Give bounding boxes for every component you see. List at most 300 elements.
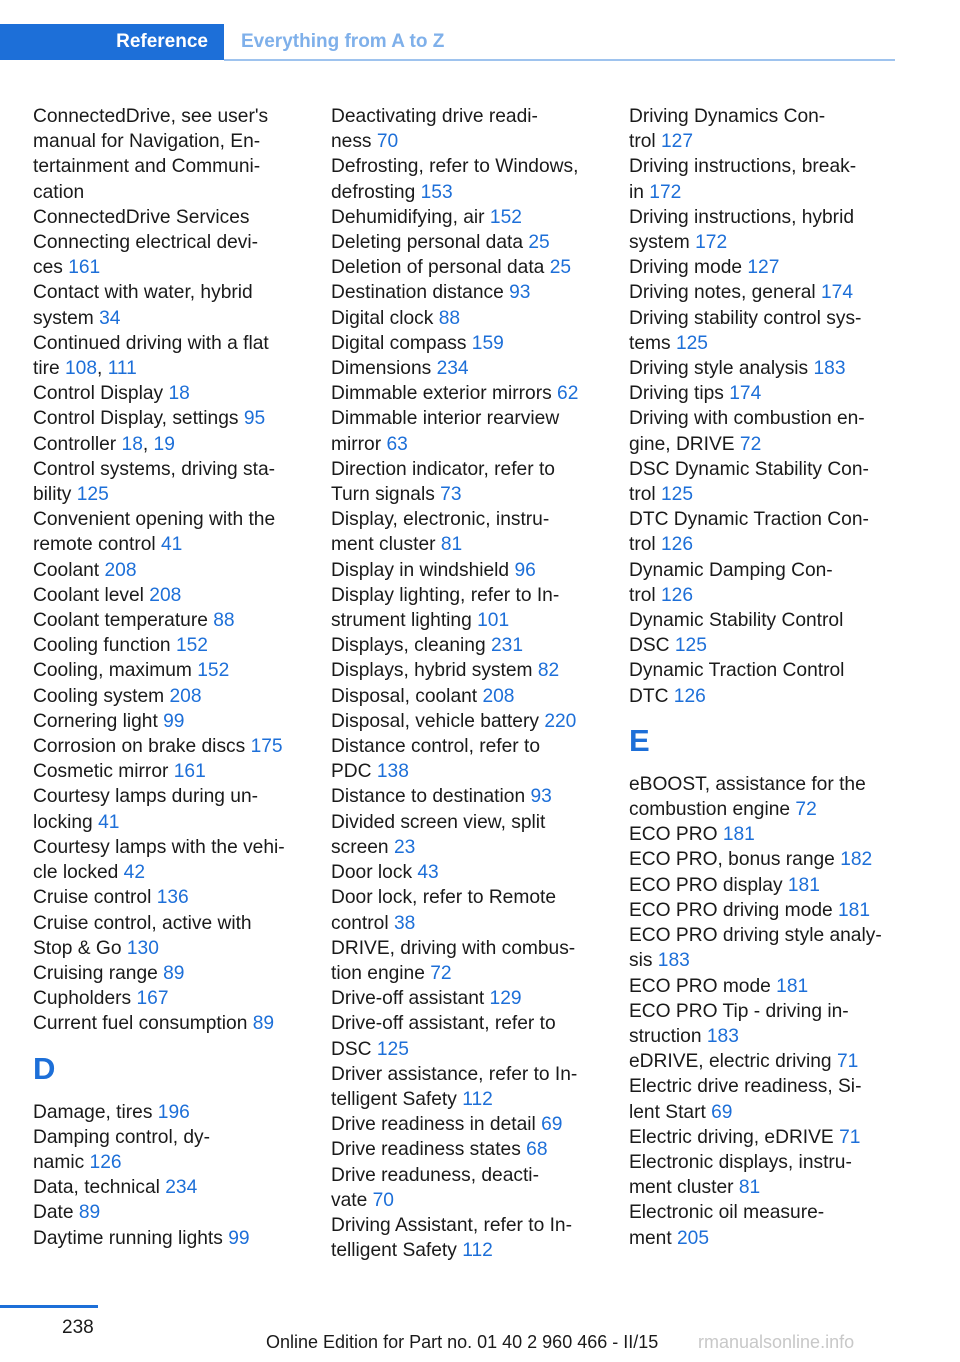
page-reference-link[interactable]: 81 — [440, 534, 463, 556]
index-entry — [33, 608, 323, 633]
index-entry — [629, 822, 919, 847]
page-reference-link[interactable]: 181 — [787, 874, 820, 896]
index-entry-text: Deactivating drive readi- — [331, 106, 538, 127]
page-reference-link[interactable]: 95 — [243, 408, 266, 430]
index-entry — [331, 658, 621, 683]
page-reference-link[interactable]: 125 — [675, 332, 708, 354]
index-entry — [629, 507, 919, 557]
page-reference-link[interactable]: 174 — [821, 282, 854, 304]
index-entry-text — [629, 847, 919, 872]
index-entry-text — [33, 936, 323, 961]
page-reference-link[interactable]: 72 — [739, 433, 762, 455]
index-entry — [331, 1011, 621, 1061]
index-entry-text: cation — [33, 181, 85, 203]
index-entry — [33, 684, 323, 709]
entry-term: Stop & Go — [33, 937, 122, 959]
page-reference-link[interactable]: 181 — [838, 899, 871, 921]
index-entry — [331, 936, 621, 986]
index-entry-text — [33, 406, 323, 431]
page-reference-link[interactable]: 126 — [89, 1151, 122, 1173]
page-reference-link[interactable]: 153 — [420, 181, 453, 203]
index-entry — [331, 306, 621, 331]
entry-term: Digital compass — [331, 332, 467, 354]
index-entry — [33, 784, 323, 834]
page-reference-link[interactable]: 93 — [530, 786, 552, 808]
index-entry-text — [331, 1112, 621, 1137]
page-reference-link[interactable]: 112 — [462, 1088, 493, 1110]
page-reference-link[interactable]: 19 — [153, 433, 175, 455]
index-entry — [629, 104, 919, 154]
index-entry-text: Dynamic Traction Control — [629, 660, 845, 682]
entry-term: system — [629, 232, 690, 254]
index-entry-text — [33, 658, 323, 683]
index-entry-text — [33, 608, 323, 633]
edition-note: Online Edition for Part no. 01 40 2 960 466 - II/15 — [266, 1332, 659, 1352]
page-reference-link[interactable]: 182 — [840, 849, 873, 871]
page-reference-link[interactable]: 63 — [386, 433, 408, 455]
entry-term: Coolant — [33, 559, 100, 581]
index-entry-text: Drive-off assistant, refer to — [331, 1013, 556, 1035]
page-reference-link[interactable]: 69 — [711, 1101, 733, 1123]
entry-term: Damage, tires — [33, 1101, 153, 1123]
page-reference-link[interactable]: 108 — [65, 358, 98, 380]
index-entry-text: Courtesy lamps during un- — [33, 786, 259, 808]
page-reference-link[interactable]: 181 — [722, 824, 755, 846]
page-reference-link[interactable]: 111 — [107, 358, 137, 380]
index-entry — [331, 507, 621, 557]
entry-term: Coolant temperature — [33, 610, 208, 632]
index-entry — [331, 280, 621, 305]
index-entry-text: ConnectedDrive Services — [33, 206, 250, 228]
index-entry-text — [331, 230, 621, 255]
page-reference-link[interactable]: 152 — [197, 660, 230, 682]
index-entry-text — [331, 381, 621, 406]
index-entry-text — [33, 1100, 323, 1125]
index-entry — [331, 860, 621, 885]
entry-term: Controller — [33, 433, 117, 455]
index-entry-text: Dynamic Damping Con- — [629, 559, 833, 581]
page-reference-link[interactable]: 88 — [213, 610, 235, 632]
index-entry — [33, 280, 323, 330]
index-entry — [629, 923, 919, 973]
index-entry — [33, 1100, 323, 1125]
page-reference-link[interactable]: 183 — [657, 950, 690, 972]
index-entry — [629, 255, 919, 280]
entry-term: system — [33, 307, 94, 329]
index-entry-text: ECO PRO Tip - driving in- — [629, 1000, 849, 1022]
page-reference-link[interactable]: 175 — [250, 736, 283, 758]
entry-term: Drive readiness states — [331, 1139, 521, 1161]
page-reference-link[interactable]: 125 — [674, 635, 707, 657]
entry-term: Date — [33, 1202, 74, 1224]
page-reference-link[interactable]: 93 — [509, 282, 531, 304]
page-reference-link[interactable]: 125 — [376, 1038, 409, 1060]
index-entry — [33, 1125, 323, 1175]
entry-term: combustion engine — [629, 799, 791, 821]
index-entry-text — [33, 684, 323, 709]
entry-term: Driving tips — [629, 383, 724, 405]
entry-term: ment cluster — [629, 1177, 734, 1199]
page-reference-link[interactable]: 72 — [795, 799, 817, 821]
index-entry — [331, 381, 621, 406]
entry-term: Current fuel consumption — [33, 1013, 248, 1035]
index-entry-text: Dimmable interior rearview — [331, 408, 560, 430]
page-header — [0, 24, 895, 62]
index-entry-text — [629, 873, 919, 898]
page-reference-link[interactable]: 69 — [541, 1114, 563, 1136]
index-entry-text — [331, 684, 621, 709]
index-entry-text — [33, 558, 323, 583]
page-reference-link[interactable]: 38 — [393, 912, 416, 934]
entry-term: in — [629, 181, 644, 203]
entry-term: Control Display — [33, 383, 164, 405]
entry-term: DTC — [629, 685, 669, 707]
page-reference-link[interactable]: 159 — [471, 332, 504, 354]
index-entry — [33, 885, 323, 910]
page-reference-link[interactable]: 82 — [537, 660, 560, 682]
page-reference-link[interactable]: 125 — [661, 484, 694, 506]
index-entry-text — [629, 797, 919, 822]
index-entry-text — [629, 1100, 919, 1125]
index-entry — [331, 230, 621, 255]
index-entry-text — [331, 835, 621, 860]
index-entry-text — [629, 684, 919, 709]
page-reference-link[interactable]: 71 — [839, 1126, 861, 1148]
index-entry-text: Controller 18, 19 — [33, 433, 175, 455]
index-entry-text — [629, 633, 919, 658]
page-reference-link[interactable]: 138 — [376, 761, 409, 783]
entry-term: mirror — [331, 433, 382, 455]
index-entry — [33, 205, 323, 230]
index-entry — [629, 608, 919, 658]
page-reference-link[interactable]: 126 — [661, 534, 694, 556]
index-entry — [33, 911, 323, 961]
entry-term: Data, technical — [33, 1177, 160, 1199]
entry-term: tems — [629, 332, 671, 354]
page-reference-link[interactable]: 99 — [163, 710, 185, 732]
entry-term: ces — [33, 257, 63, 279]
index-entry-text — [331, 306, 621, 331]
page-reference-link[interactable]: 136 — [156, 887, 189, 909]
index-entry — [629, 658, 919, 708]
page-reference-link[interactable]: 68 — [526, 1139, 548, 1161]
page-reference-link[interactable]: 220 — [544, 710, 577, 732]
watermark: rmanualsonline.info — [698, 1332, 855, 1352]
entry-term: locking — [33, 811, 93, 833]
index-entry-text — [629, 1175, 919, 1200]
index-entry — [331, 885, 621, 935]
index-entry — [629, 1049, 919, 1074]
page-reference-link[interactable]: 41 — [98, 811, 120, 833]
page-reference-link[interactable]: 234 — [436, 358, 469, 380]
index-entry — [331, 684, 621, 709]
entry-term: control — [331, 912, 389, 934]
index-entry-text — [629, 948, 919, 973]
page-reference-link[interactable]: 99 — [228, 1227, 250, 1249]
page-reference-link[interactable]: 161 — [68, 257, 101, 279]
index-entry-text: Convenient opening with the — [33, 509, 276, 531]
index-entry-text — [629, 482, 919, 507]
index-entry-text — [629, 1226, 919, 1251]
index-entry — [629, 1200, 919, 1250]
page-reference-link[interactable]: 183 — [813, 358, 846, 380]
index-entry-text — [331, 255, 621, 280]
index-entry-text — [629, 255, 919, 280]
index-entry-text — [33, 1200, 323, 1225]
index-entry — [331, 633, 621, 658]
header-rule — [224, 59, 895, 61]
index-entry-text — [33, 986, 323, 1011]
index-entry — [33, 633, 323, 658]
entry-term: ECO PRO — [629, 824, 718, 846]
page-reference-link[interactable]: 234 — [165, 1177, 198, 1199]
index-entry — [629, 873, 919, 898]
index-entry-text — [629, 432, 919, 457]
index-entry-text — [629, 1049, 919, 1074]
index-entry — [331, 154, 621, 204]
page-reference-link[interactable]: 101 — [477, 610, 510, 632]
entry-term: Displays, cleaning — [331, 635, 486, 657]
page-reference-link[interactable]: 127 — [661, 131, 694, 153]
page-reference-link[interactable]: 152 — [489, 206, 522, 228]
index-entry-text — [331, 911, 621, 936]
index-entry-text — [33, 583, 323, 608]
entry-term: Door lock — [331, 862, 413, 884]
index-entry-text — [33, 532, 323, 557]
index-entry — [33, 230, 323, 280]
entry-term: Cornering light — [33, 710, 158, 732]
index-entry-text: Driving with combustion en- — [629, 408, 865, 430]
page-reference-link[interactable]: 172 — [695, 232, 728, 254]
entry-term: bility — [33, 484, 72, 506]
entry-term: Drive-off assistant — [331, 988, 485, 1010]
entry-term: Electric driving, eDRIVE — [629, 1126, 834, 1148]
entry-term: ECO PRO display — [629, 874, 783, 896]
entry-term: eDRIVE, electric driving — [629, 1051, 832, 1073]
entry-term: Daytime running lights — [33, 1227, 223, 1249]
entry-term: vate — [331, 1189, 368, 1211]
index-entry-text — [629, 532, 919, 557]
entry-term: namic — [33, 1151, 85, 1173]
page-reference-link[interactable]: 89 — [163, 962, 185, 984]
page-reference-link[interactable]: 208 — [104, 559, 137, 581]
page-reference-link[interactable]: 73 — [440, 484, 462, 506]
page-reference-link[interactable]: 172 — [649, 181, 682, 203]
page-reference-link[interactable]: 41 — [160, 534, 183, 556]
index-entry — [331, 709, 621, 734]
page-reference-link[interactable]: 126 — [673, 685, 706, 707]
page-reference-link[interactable]: 34 — [99, 307, 121, 329]
index-entry — [629, 974, 919, 999]
page-reference-link[interactable]: 42 — [123, 862, 146, 884]
index-entry-text — [629, 331, 919, 356]
page-reference-link[interactable]: 23 — [393, 836, 416, 858]
page-reference-link[interactable]: 129 — [489, 988, 522, 1010]
index-entry — [629, 280, 919, 305]
index-entry-text: Driving stability control sys- — [629, 307, 862, 329]
index-entry-text — [33, 633, 323, 658]
entry-term: Cupholders — [33, 988, 132, 1010]
page-reference-link[interactable]: 25 — [528, 232, 550, 254]
index-entry — [331, 986, 621, 1011]
index-entry-text: Direction indicator, refer to — [331, 458, 555, 480]
page-reference-link[interactable]: 62 — [557, 383, 579, 405]
index-entry — [629, 898, 919, 923]
entry-term: ment cluster — [331, 534, 436, 556]
page-reference-link[interactable]: 174 — [729, 383, 762, 405]
page-reference-link[interactable]: 196 — [157, 1101, 190, 1123]
index-entry — [33, 406, 323, 431]
index-entry-text: Defrosting, refer to Windows, — [331, 156, 579, 178]
page-reference-link[interactable]: 125 — [76, 484, 109, 506]
index-entry-text: Divided screen view, split — [331, 811, 546, 833]
page-reference-link[interactable]: 88 — [438, 307, 461, 329]
page-reference-link[interactable]: 70 — [372, 1189, 394, 1211]
entry-term: trol — [629, 584, 656, 606]
index-entry — [331, 558, 621, 583]
index-entry-text — [331, 784, 621, 809]
page-reference-link[interactable]: 208 — [169, 685, 202, 707]
page-reference-link[interactable]: 130 — [126, 937, 159, 959]
page-reference-link[interactable]: 72 — [430, 962, 452, 984]
index-entry-text: Display lighting, refer to In- — [331, 584, 560, 606]
entry-term: Distance to destination — [331, 786, 526, 808]
index-entry — [33, 558, 323, 583]
index-entry-text — [331, 608, 621, 633]
index-entry-text: DRIVE, driving with combus- — [331, 937, 576, 959]
entry-term: ECO PRO mode — [629, 975, 771, 997]
reference-tab-label: Reference — [116, 31, 208, 52]
page-reference-link[interactable]: 43 — [417, 862, 439, 884]
index-column-3 — [629, 104, 919, 1251]
index-entry-text — [33, 961, 323, 986]
entry-term: trol — [629, 534, 656, 556]
page-reference-link[interactable]: 181 — [776, 975, 809, 997]
page-reference-link[interactable]: 152 — [175, 635, 208, 657]
index-entry-text — [331, 1137, 621, 1162]
index-entry-text — [33, 885, 323, 910]
page-number: 238 — [62, 1317, 94, 1338]
index-entry-text — [331, 1238, 621, 1263]
index-entry — [33, 961, 323, 986]
index-entry-text — [33, 255, 323, 280]
page-reference-link[interactable]: 89 — [78, 1202, 101, 1224]
page-reference-link[interactable]: 127 — [747, 257, 780, 279]
entry-term: Display in windshield — [331, 559, 510, 581]
index-entry — [331, 255, 621, 280]
index-entry-text — [629, 356, 919, 381]
page-reference-link[interactable]: 18 — [121, 433, 143, 455]
index-entry-text: Door lock, refer to Remote — [331, 887, 557, 909]
index-entry — [629, 558, 919, 608]
index-entry-text — [33, 734, 323, 759]
page-reference-link[interactable]: 161 — [173, 761, 206, 783]
page-reference-link[interactable]: 112 — [462, 1240, 493, 1262]
entry-term: Cooling, maximum — [33, 660, 192, 682]
page-reference-link[interactable]: 167 — [136, 988, 169, 1010]
index-entry-text: Dynamic Stability Control — [629, 610, 844, 632]
entry-term: Cruise control — [33, 887, 152, 909]
index-entry — [629, 406, 919, 456]
index-entry-text — [629, 381, 919, 406]
index-entry-text: Driving instructions, break- — [629, 156, 857, 178]
index-entry-text: Contact with water, hybrid — [33, 282, 253, 304]
index-column-1 — [33, 104, 323, 1251]
index-entry — [33, 835, 323, 885]
entry-term: DSC — [629, 635, 670, 657]
entry-term: telligent Safety — [331, 1240, 457, 1262]
index-entry — [331, 734, 621, 784]
page-reference-link[interactable]: 89 — [252, 1013, 275, 1035]
index-entry — [331, 205, 621, 230]
index-entry — [629, 306, 919, 356]
index-entry-text — [33, 709, 323, 734]
index-entry — [331, 406, 621, 456]
page-reference-link[interactable]: 70 — [376, 131, 399, 153]
index-entry — [33, 1200, 323, 1225]
index-entry-text — [331, 432, 621, 457]
index-entry-text — [331, 180, 621, 205]
entry-term: ness — [331, 131, 372, 153]
index-entry-text — [629, 583, 919, 608]
page-reference-link[interactable]: 183 — [706, 1025, 739, 1047]
page-reference-link[interactable]: 208 — [149, 584, 182, 606]
page-reference-link[interactable]: 205 — [677, 1227, 710, 1249]
page-reference-link[interactable]: 126 — [661, 584, 694, 606]
index-entry — [33, 709, 323, 734]
index-entry-text: Driver assistance, refer to In- — [331, 1063, 578, 1085]
entry-term: Dimensions — [331, 358, 432, 380]
entry-term: Deletion of personal data — [331, 257, 545, 279]
page-reference-link[interactable]: 71 — [836, 1051, 859, 1073]
page-reference-link[interactable]: 25 — [549, 257, 572, 279]
index-entry-text: Electric drive readiness, Si- — [629, 1076, 862, 1098]
index-entry-text — [331, 986, 621, 1011]
index-entry-text — [331, 331, 621, 356]
entry-term: Disposal, vehicle battery — [331, 710, 539, 732]
page-reference-link[interactable]: 81 — [738, 1177, 761, 1199]
index-entry — [33, 1011, 323, 1036]
page-reference-link[interactable]: 231 — [491, 635, 524, 657]
entry-term: DSC — [331, 1038, 372, 1060]
index-entry-text — [331, 1087, 621, 1112]
page-reference-link[interactable]: 96 — [514, 559, 536, 581]
index-entry — [33, 331, 323, 381]
index-entry-text: Control systems, driving sta- — [33, 458, 276, 480]
page-reference-link[interactable]: 18 — [168, 383, 190, 405]
index-entry-text — [331, 129, 621, 154]
index-entry-text: Continued driving with a flat — [33, 332, 269, 354]
footer-rule — [0, 1305, 98, 1308]
entry-term: Cooling system — [33, 685, 165, 707]
index-entry-text: Courtesy lamps with the vehi- — [33, 836, 285, 858]
index-entry — [33, 1226, 323, 1251]
entry-term: Control Display, settings — [33, 408, 239, 430]
reference-tab — [0, 24, 224, 60]
index-entry — [33, 986, 323, 1011]
entry-term: Turn signals — [331, 484, 435, 506]
index-entry-text — [629, 1125, 919, 1150]
page-reference-link[interactable]: 208 — [482, 685, 515, 707]
index-entry-text: ConnectedDrive, see user's — [33, 106, 269, 127]
index-column-2 — [331, 104, 621, 1263]
index-entry-text: ECO PRO driving style analy- — [629, 925, 882, 947]
index-entry-text — [331, 658, 621, 683]
entry-term: Displays, hybrid system — [331, 660, 533, 682]
index-entry-text — [331, 558, 621, 583]
index-entry-text: DTC Dynamic Traction Con- — [629, 509, 869, 531]
index-entry-text: Cruise control, active with — [33, 912, 252, 934]
